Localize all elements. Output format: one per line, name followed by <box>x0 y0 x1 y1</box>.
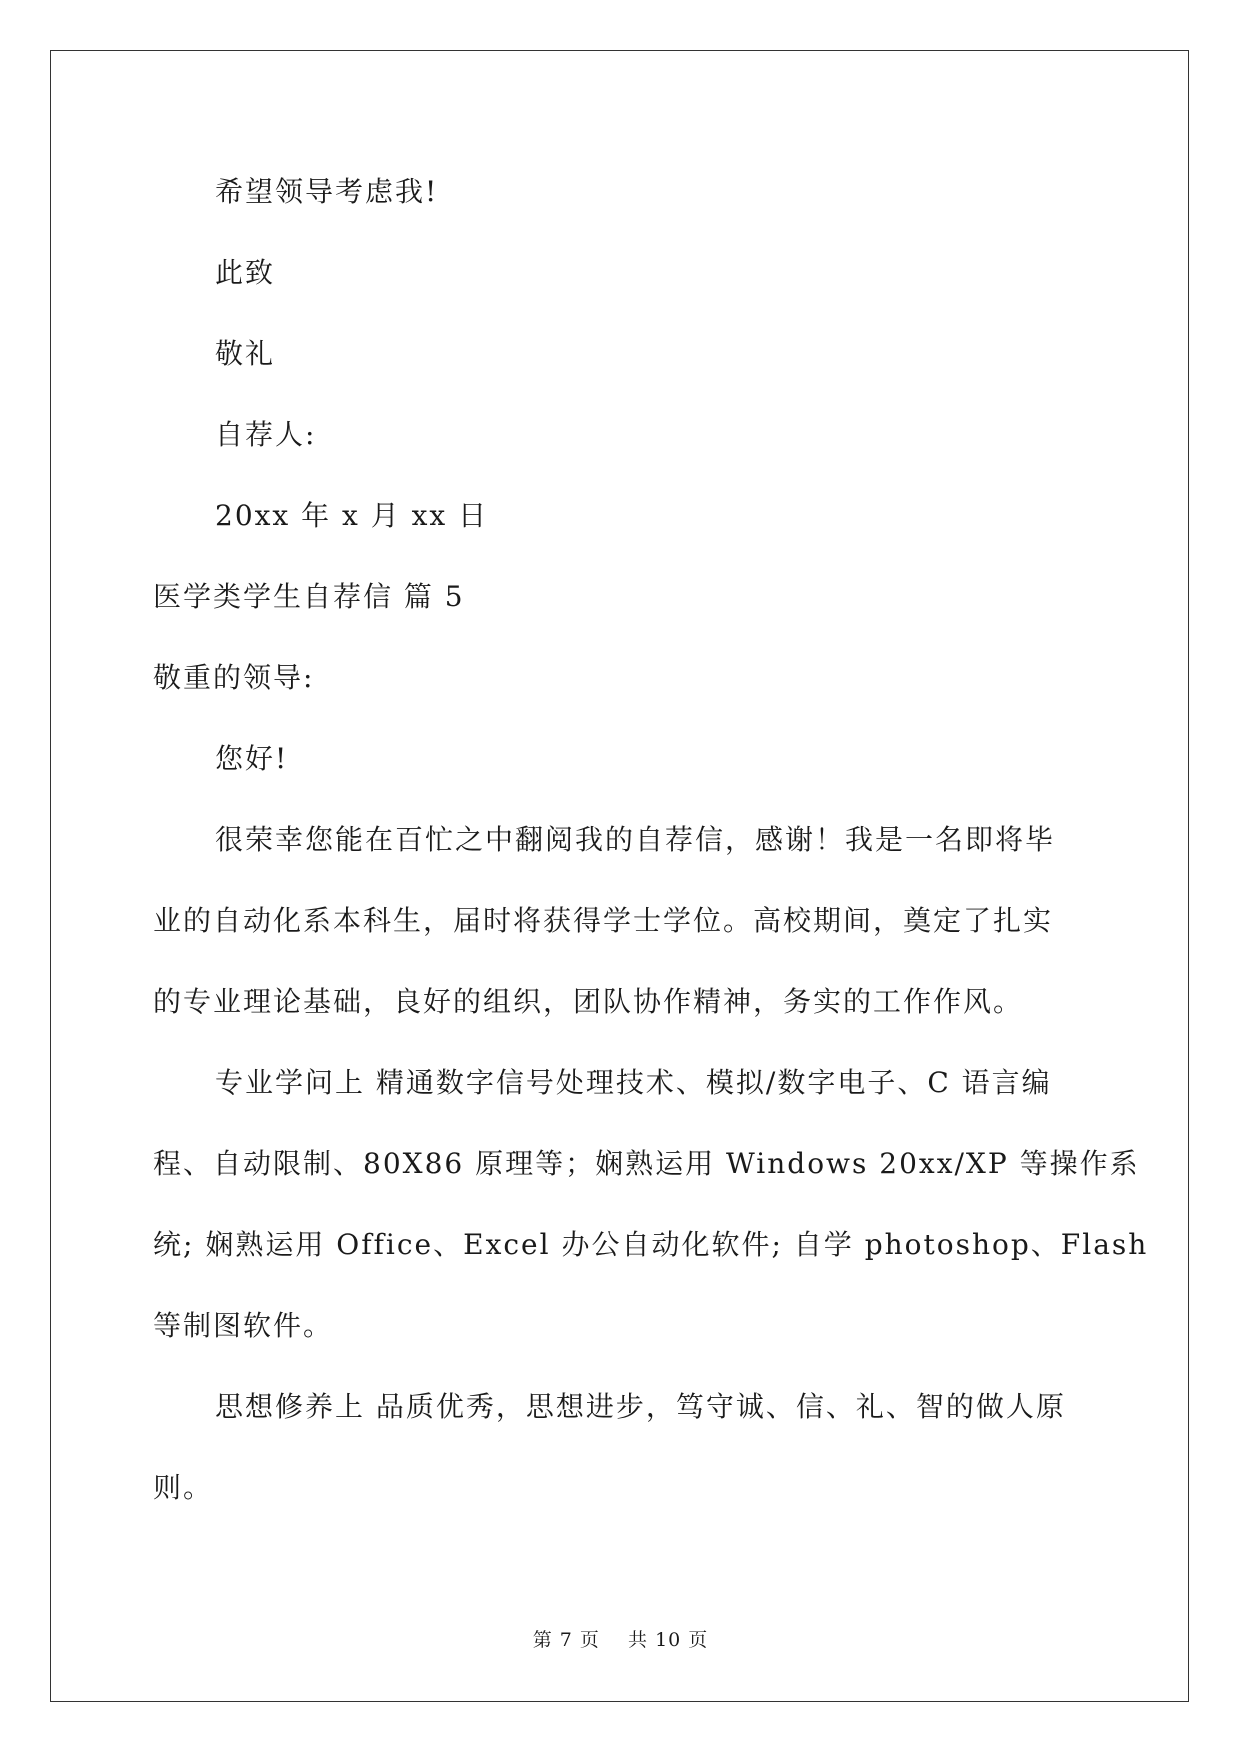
paragraph-line: 统; 娴熟运用 Office、Excel 办公自动化软件; 自学 photoshop、Flash <box>153 1228 1149 1261</box>
greeting-line: 敬重的领导: <box>153 661 315 694</box>
paragraph-line: 等制图软件。 <box>153 1309 334 1342</box>
salutation-line: 敬礼 <box>215 337 276 370</box>
date-line: 20xx 年 x 月 xx 日 <box>215 499 489 532</box>
paragraph-line: 的专业理论基础，良好的组织，团队协作精神，务实的工作作风。 <box>153 985 1024 1018</box>
signature-line: 自荐人: <box>215 418 317 451</box>
paragraph-line: 程、自动限制、80X86 原理等；娴熟运用 Windows 20xx/XP 等操作系 <box>153 1147 1140 1180</box>
paragraph-line: 思想修养上 品质优秀，思想进步，笃守诚、信、礼、智的做人原 <box>215 1390 1066 1423</box>
paragraph-line: 很荣幸您能在百忙之中翻阅我的自荐信，感谢！我是一名即将毕 <box>215 823 1056 856</box>
paragraph-line: 则。 <box>153 1471 214 1504</box>
paragraph-line: 专业学问上 精通数字信号处理技术、模拟/数字电子、C 语言编 <box>215 1066 1052 1099</box>
page-number-footer: 第 7 页 共 10 页 <box>532 1629 709 1651</box>
paragraph-line: 业的自动化系本科生，届时将获得学士学位。高校期间，奠定了扎实 <box>153 904 1054 937</box>
greeting-line: 您好! <box>215 742 289 775</box>
closing-line: 希望领导考虑我! <box>215 175 439 208</box>
page-border <box>50 50 1189 1702</box>
salutation-line: 此致 <box>215 256 276 289</box>
section-heading: 医学类学生自荐信 篇 5 <box>153 580 465 613</box>
